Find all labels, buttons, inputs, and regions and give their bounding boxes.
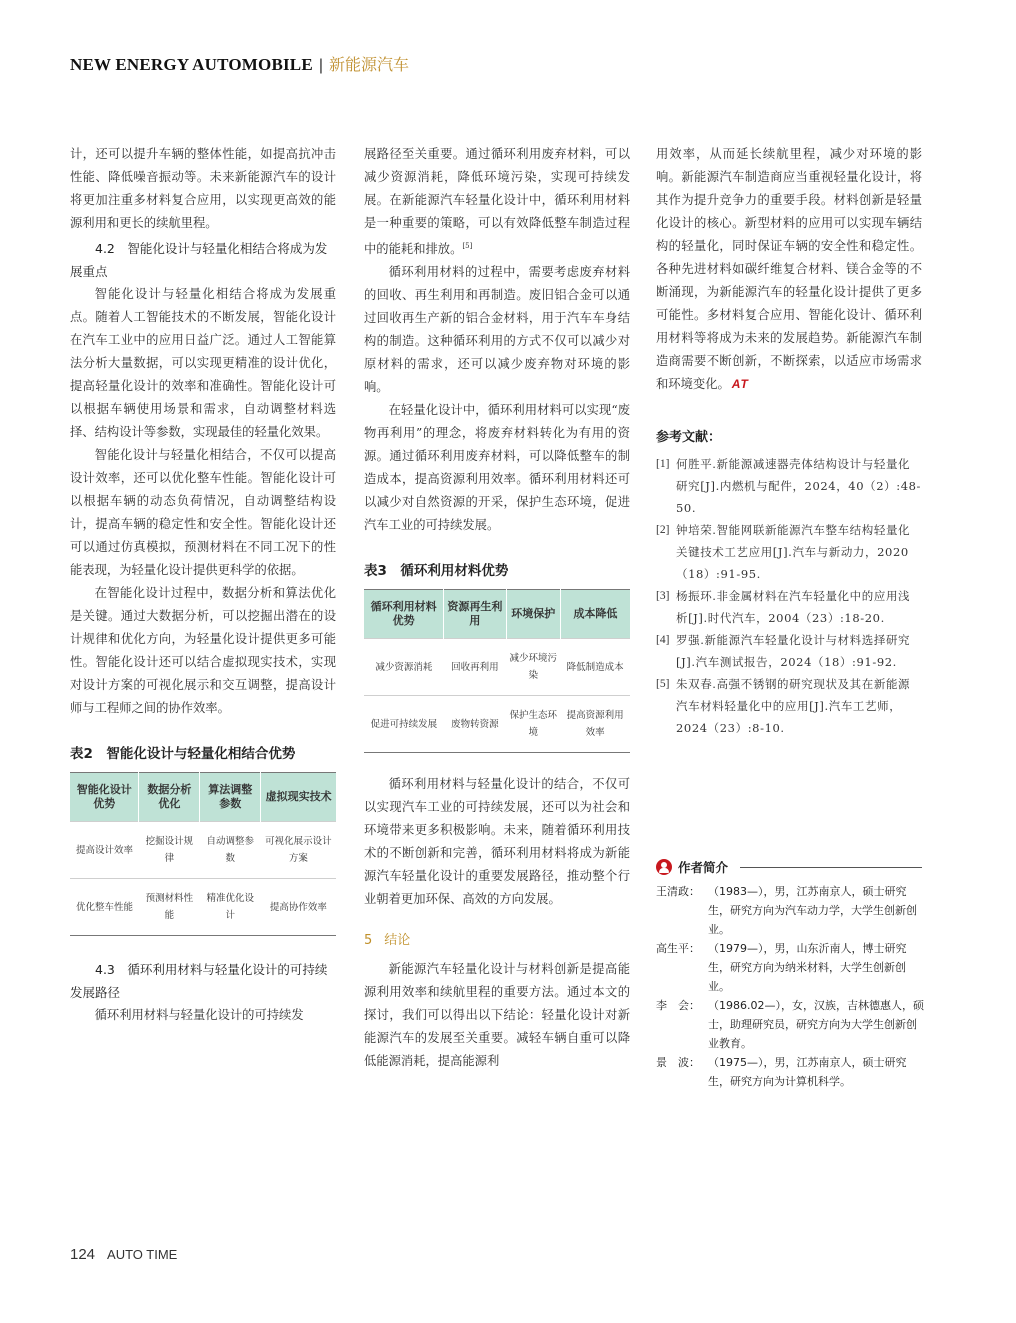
table-cell: 预测材料性能: [139, 879, 200, 936]
paragraph: 智能化设计与轻量化相结合，不仅可以提高设计效率，还可以优化整车性能。智能化设计可以根据车辆的动态负荷情况，自动调整结构设计，提高车辆的稳定性和安全性。智能化设计还可以通过仿真模拟，预测材料在不同工况下的性能表现，为轻量化设计提供更科学的依据。: [70, 448, 336, 577]
reference-number: [3]: [656, 590, 670, 602]
table-header-cell: 资源再生利用: [444, 590, 506, 639]
author-bio: （1986.02—），女，汉族，吉林德惠人，硕士，助理研究员，研究方向为大学生创新创业教育。: [708, 999, 924, 1050]
reference-item: [656, 453, 922, 519]
author-bio: （1979—），男，山东沂南人，博士研究生，研究方向为纳米材料，大学生创新创业。: [708, 942, 907, 993]
paragraph: [364, 143, 630, 261]
section-title: 结论: [384, 933, 411, 949]
author-heading: 作者简介: [678, 860, 729, 875]
section-number: 4.2: [95, 241, 115, 256]
table-cell: 优化整车性能: [70, 879, 139, 936]
citation-marker: [5]: [462, 242, 473, 250]
table-cell: 废物转资源: [444, 696, 506, 753]
author-name: 高生平：: [656, 942, 700, 955]
table-row: [70, 822, 336, 879]
author-name: 王清政：: [656, 885, 700, 898]
divider: [740, 867, 922, 868]
table-cell: 回收再利用: [444, 639, 506, 696]
table-header-cell: 环境保护: [506, 590, 560, 639]
section-heading-5: [364, 929, 630, 948]
reference-number: [2]: [656, 524, 670, 536]
table-header-row: [364, 590, 630, 639]
section-title: 智能化设计与轻量化相结合将成为发展重点: [70, 241, 328, 279]
references-heading: 参考文献：: [656, 430, 722, 445]
author-list: [656, 882, 926, 1091]
section-number: 5: [364, 933, 373, 949]
paragraph-text: 用效率，从而延长续航里程，减少对环境的影响。新能源汽车制造商应当重视轻量化设计，将其作为提升竞争力的重要手段。材料创新是轻量化设计的核心。新型材料的应用可以实现车辆结构的轻量化，同时保证车辆的安全性和稳定性。各种先进材料如碳纤维复合材料、镁合金等的不断涌现，为新能源汽车的轻量化设计提供了更多可能性。多材料复合应用、智能化设计、循环利用材料等将成为未来的发展趋势。新能源汽车制造商需要不断创新，不断探索，以适应市场需求和环境变化。: [656, 147, 922, 391]
magazine-section-cn: 新能源汽车: [329, 55, 410, 74]
table-cell: 精准优化设计: [200, 879, 261, 936]
table-header-cell: 成本降低: [560, 590, 630, 639]
table-cell: 提高资源利用效率: [560, 696, 630, 753]
table-2: [70, 772, 336, 936]
reference-text: 朱双春.高强不锈钢的研究现状及其在新能源汽车材料轻量化中的应用[J].汽车工艺师，2024（23）:8-10.: [676, 677, 911, 735]
reference-item: [656, 519, 922, 585]
paragraph: 循环利用材料与轻量化设计的结合，不仅可以实现汽车工业的可持续发展，还可以为社会和环境带来更多积极影响。未来，随着循环利用技术的不断创新和完善，循环利用材料将成为新能源汽车轻量化设计的重要发展路径，推动整个行业朝着更加环保、高效的方向发展。: [364, 777, 630, 907]
paragraph-text: 展路径至关重要。通过循环利用废弃材料，可以减少资源消耗，降低环境污染，实现可持续发展。在新能源汽车轻量化设计中，循环利用材料是一种重要的策略，可以有效降低整车制造过程中的能耗和排放。: [364, 147, 630, 257]
table-row: [70, 879, 336, 936]
reference-text: 钟培荣.智能网联新能源汽车整车结构轻量化关键技术工艺应用[J].汽车与新动力，2020（18）:91-95.: [676, 523, 911, 581]
reference-item: [656, 673, 922, 739]
page-number: 124: [70, 1246, 96, 1263]
author-bio: （1975—），男，江苏南京人，硕士研究生，研究方向为计算机科学。: [708, 1056, 907, 1088]
end-mark-logo-icon: ΑT: [731, 377, 748, 391]
reference-item: [656, 585, 922, 629]
table-2-title: 表2 智能化设计与轻量化相结合优势: [70, 746, 296, 762]
table-cell: 提高设计效率: [70, 822, 139, 879]
table-3: [364, 589, 630, 753]
reference-text: 杨振环.非金属材料在汽车轻量化中的应用浅析[J].时代汽车，2004（23）:18-20.: [676, 589, 911, 625]
header-separator: |: [318, 57, 324, 74]
author-name: 景 波：: [656, 1056, 700, 1069]
table-cell: 挖掘设计规律: [139, 822, 200, 879]
reference-item: [656, 629, 922, 673]
table-row: [364, 696, 630, 753]
table-cell: 自动调整参数: [200, 822, 261, 879]
table-cell: 减少资源消耗: [364, 639, 444, 696]
table-header-cell: 虚拟现实技术: [261, 773, 336, 822]
paragraph: 计，还可以提升车辆的整体性能，如提高抗冲击性能、降低噪音振动等。未来新能源汽车的设计将更加注重多材料复合应用，以实现更高效的能源利用和更长的续航里程。: [70, 147, 336, 230]
running-header: [70, 52, 409, 75]
table-cell: 保护生态环境: [506, 696, 560, 753]
section-title: 循环利用材料与轻量化设计的可持续发展路径: [70, 962, 328, 1000]
section-number: 4.3: [95, 962, 115, 977]
table-row: [364, 639, 630, 696]
author-name: 李 会：: [656, 999, 700, 1012]
table-header-cell: 智能化设计优势: [70, 773, 139, 822]
magazine-name: AUTO TIME: [107, 1247, 178, 1262]
author-entry: [656, 882, 926, 939]
table-header-row: [70, 773, 336, 822]
paragraph: 循环利用材料与轻量化设计的可持续发: [94, 1008, 304, 1022]
table-header-cell: 算法调整参数: [200, 773, 261, 822]
author-entry: [656, 996, 926, 1053]
reference-number: [4]: [656, 634, 670, 646]
table-cell: 促进可持续发展: [364, 696, 444, 753]
reference-text: 罗强.新能源汽车轻量化设计与材料选择研究[J].汽车测试报告，2024（18）:91-92.: [676, 633, 911, 669]
table-cell: 可视化展示设计方案: [261, 822, 336, 879]
reference-number: [1]: [656, 458, 670, 470]
paragraph: 在智能化设计过程中，数据分析和算法优化是关键。通过大数据分析，可以挖掘出潜在的设计规律和优化方向，为轻量化设计提供更多可能性。智能化设计还可以结合虚拟现实技术，实现对设计方案的可视化展示和交互调整，提高设计师与工程师之间的协作效率。: [70, 586, 336, 715]
author-bio: （1983—），男，江苏南京人，硕士研究生，研究方向为汽车动力学，大学生创新创业。: [708, 885, 917, 936]
paragraph: 在轻量化设计中，循环利用材料可以实现“废物再利用”的理念，将废弃材料转化为有用的资源。通过循环利用废弃材料，可以降低整车的制造成本，提高资源利用效率。循环利用材料还可以减少对自然资源的开采，保护生态环境，促进汽车工业的可持续发展。: [364, 403, 630, 533]
table-3-title: 表3 循环利用材料优势: [364, 563, 509, 580]
section-heading-4-3: [70, 958, 336, 1004]
column-right: [656, 143, 922, 739]
column-middle: [364, 143, 630, 1073]
table-cell: 提高协作效率: [261, 879, 336, 936]
author-icon: [656, 859, 672, 875]
table-header-cell: 循环利用材料优势: [364, 590, 444, 639]
paragraph: 新能源汽车轻量化设计与材料创新是提高能源利用效率和续航里程的重要方法。通过本文的探讨，我们可以得出以下结论：轻量化设计对新能源汽车的发展至关重要。减轻车辆自重可以降低能源消耗，提高能源利: [364, 962, 630, 1069]
page-footer: [70, 1246, 177, 1263]
section-heading-4-2: [70, 237, 336, 283]
table-cell: 减少环境污染: [506, 639, 560, 696]
table-cell: 降低制造成本: [560, 639, 630, 696]
paragraph: 循环利用材料的过程中，需要考虑废弃材料的回收、再生利用和再制造。废旧铝合金可以通过回收再生产新的铝合金材料，用于汽车车身结构的制造。这种循环利用的方式不仅可以减少对原材料的需求，还可以减少废弃物对环境的影响。: [364, 265, 630, 395]
reference-text: 何胜平.新能源减速器壳体结构设计与轻量化研究[J].内燃机与配件，2024，40（2）:48-50.: [676, 457, 922, 515]
reference-number: [5]: [656, 678, 670, 690]
table-header-cell: 数据分析优化: [139, 773, 200, 822]
paragraph: 智能化设计与轻量化相结合将成为发展重点。随着人工智能技术的不断发展，智能化设计在汽车工业中的应用日益广泛。通过人工智能算法分析大量数据，可以实现更精准的设计优化，提高轻量化设计的效率和准确性。智能化设计可以根据车辆使用场景和需求，自动调整材料选择、结构设计等参数，实现最佳的轻量化效果。: [70, 287, 336, 439]
magazine-section-en: NEW ENERGY AUTOMOBILE: [70, 55, 313, 74]
column-left: [70, 143, 336, 1027]
author-entry: [656, 939, 926, 996]
author-section-header: [656, 858, 922, 876]
author-entry: [656, 1053, 926, 1091]
paragraph: [656, 143, 922, 396]
